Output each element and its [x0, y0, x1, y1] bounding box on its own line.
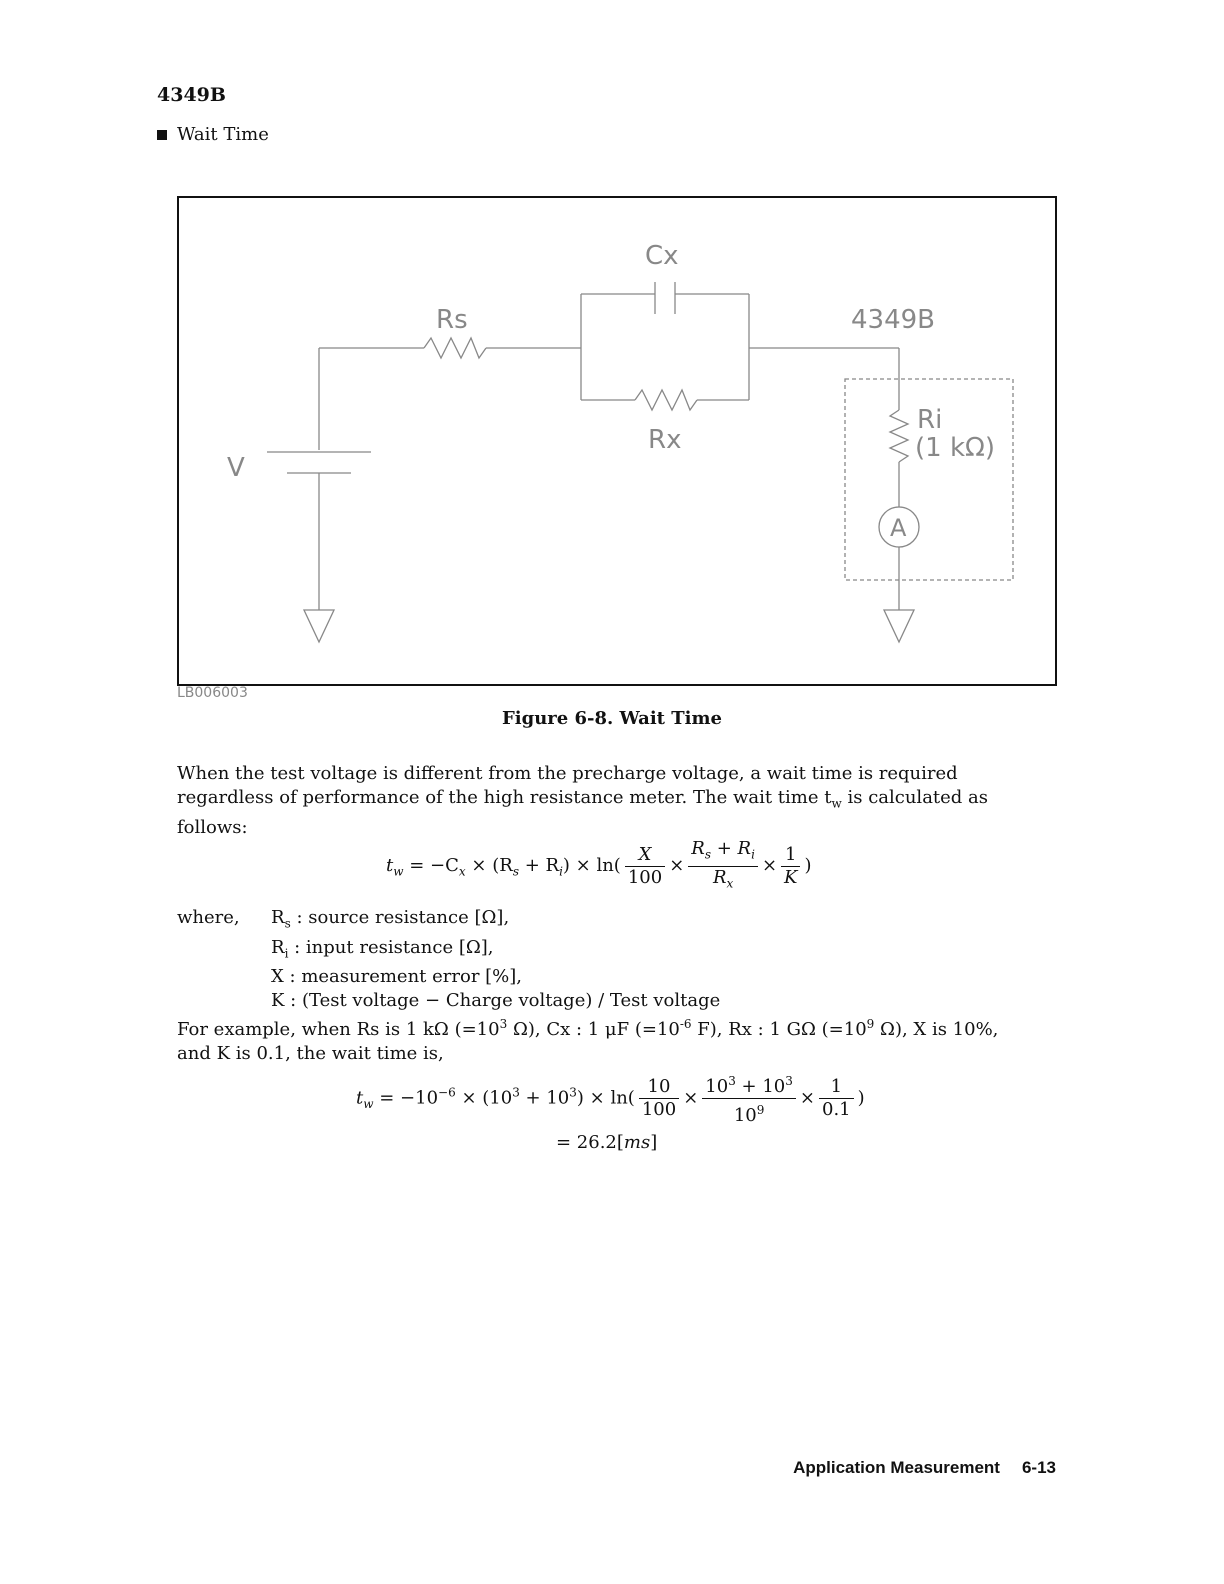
- example-line-1: For example, when Rs is 1 kΩ ($=10^3$ Ω), Cx : 1 μF ($=10^{-6}$ F), Rx : 1 GΩ ($=10^9$ Ω), X is 10%,: [177, 1017, 999, 1040]
- bullet-square-icon: [157, 130, 167, 140]
- def-x: X : measurement error [%],: [271, 966, 523, 988]
- label-rs: Rs: [436, 305, 468, 335]
- footer-page-number: 6-13: [1021, 1458, 1056, 1477]
- label-ri-value: (1 kΩ): [915, 433, 996, 463]
- circuit-diagram: [179, 198, 1055, 684]
- label-model: 4349B: [851, 305, 936, 335]
- example-line-2: and K is 0.1, the wait time is,: [177, 1043, 444, 1064]
- rs-resistor-icon: [424, 338, 486, 358]
- para-line-1: When the test voltage is different from the precharge voltage, a wait time is required: [177, 763, 958, 784]
- circuit-figure: [177, 196, 1057, 686]
- rx-resistor-icon: [635, 390, 697, 410]
- page-header-model: 4349B: [157, 84, 226, 106]
- figure-caption: Figure 6-8. Wait Time: [501, 708, 722, 729]
- ground-right-icon: [884, 610, 914, 642]
- fraction-1-k: $\frac{1}{K}$: [781, 844, 800, 889]
- label-v: V: [227, 453, 245, 483]
- section-title: Wait Time: [177, 124, 269, 145]
- def-rs: $R_s$ : source resistance [Ω],: [271, 907, 510, 931]
- fraction-1-01: $\frac{1}{0.1}$: [819, 1076, 854, 1121]
- formula-example: $t_w = -10^{-6} \times (10^3 + 10^3) \times \ln$( $\frac{10}{100}$ × $\frac{10^3 + 10^3}{10^9}$ × $\frac{1}{0.1}$ ): [356, 1070, 865, 1127]
- figure-code: LB006003: [177, 685, 248, 701]
- fraction-x-100: $\frac{X}{100}$: [625, 844, 665, 889]
- para-line-2: regardless of performance of the high resistance meter. The wait time $t_w$ is calculated as: [177, 787, 989, 811]
- formula-wait-time: $t_w = -C_x \times (R_s + R_i) \times \ln$( $\frac{X}{100}$ × $\frac{R_s + R_i}{R_x}$ × $\frac{1}{K}$ ): [386, 838, 812, 894]
- ground-left-icon: [304, 610, 334, 642]
- def-k: K : (Test voltage − Charge voltage) / Test voltage: [271, 990, 721, 1012]
- where-label: where,: [177, 907, 240, 928]
- para-line-3: follows:: [177, 816, 248, 838]
- fraction-10-100: $\frac{10}{100}$: [639, 1076, 679, 1121]
- label-ri: Ri: [917, 405, 943, 435]
- fraction-rs-ri-rx: $\frac{R_s + R_i}{R_x}$: [688, 838, 758, 894]
- example-paragraph: [177, 1012, 998, 1066]
- def-ri: $R_i$ : input resistance [Ω],: [271, 936, 494, 961]
- footer-section: Application Measurement: [793, 1458, 1000, 1477]
- label-rx: Rx: [648, 425, 682, 455]
- page-footer: [793, 1458, 1056, 1478]
- where-definitions: [271, 906, 720, 1013]
- body-paragraph: [177, 762, 1057, 840]
- label-cx: Cx: [645, 241, 679, 271]
- label-ammeter: A: [890, 514, 907, 542]
- fraction-sum-over-1e9: $\frac{10^3 + 10^3}{10^9}$: [702, 1070, 796, 1127]
- ri-resistor-icon: [890, 410, 908, 462]
- formula-result: = 26.2[ms]: [556, 1132, 658, 1153]
